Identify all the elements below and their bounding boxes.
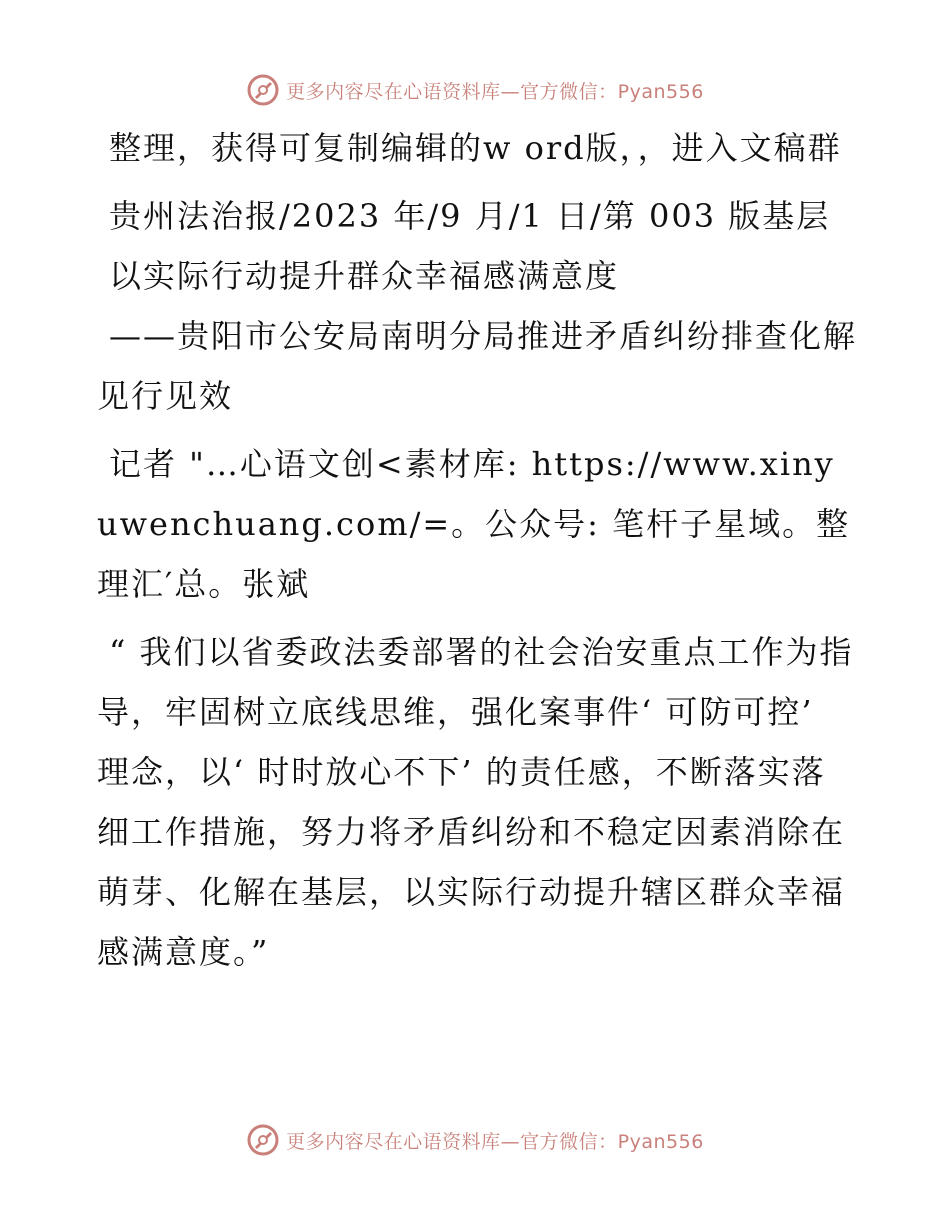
brand-logo-icon <box>246 1123 280 1157</box>
article-title: 以实际行动提升群众幸福感满意度 <box>109 257 620 295</box>
article-subtitle: ——贵阳市公安局南明分局推进矛盾纠纷排查化解见行见效 <box>97 317 858 415</box>
brand-logo-icon <box>246 73 280 107</box>
watermark-text: 更多内容尽在心语资料库—官方微信：Pyan556 <box>286 1130 704 1153</box>
intro-paragraph: 整理，获得可复制编辑的w ord版，，进入文稿群 <box>109 129 842 167</box>
byline-paragraph: 记者 "…心语文创<素材库: https://www.xinyuwenchuang.com/=。公众号: 笔杆子星域。整理汇′总。张斌 <box>97 445 851 603</box>
watermark-banner-bottom <box>0 1120 950 1160</box>
source-line: 贵州法治报/2023 年/9 月/1 日/第 003 版基层 <box>109 197 831 235</box>
watermark-banner-top <box>0 70 950 110</box>
watermark-text: 更多内容尽在心语资料库—官方微信：Pyan556 <box>286 80 704 103</box>
document-body <box>97 118 857 982</box>
quote-paragraph: “ 我们以省委政法委部署的社会治安重点工作为指导，牢固树立底线思维，强化案事件‘ 可防可控’ 理念，以‘ 时时放心不下’ 的责任感，不断落实落细工作措施，努力将矛盾纠纷和不稳定因素消除在萌芽、化解在基层，以实际行动提升辖区群众幸福感满意度。” <box>97 633 854 971</box>
